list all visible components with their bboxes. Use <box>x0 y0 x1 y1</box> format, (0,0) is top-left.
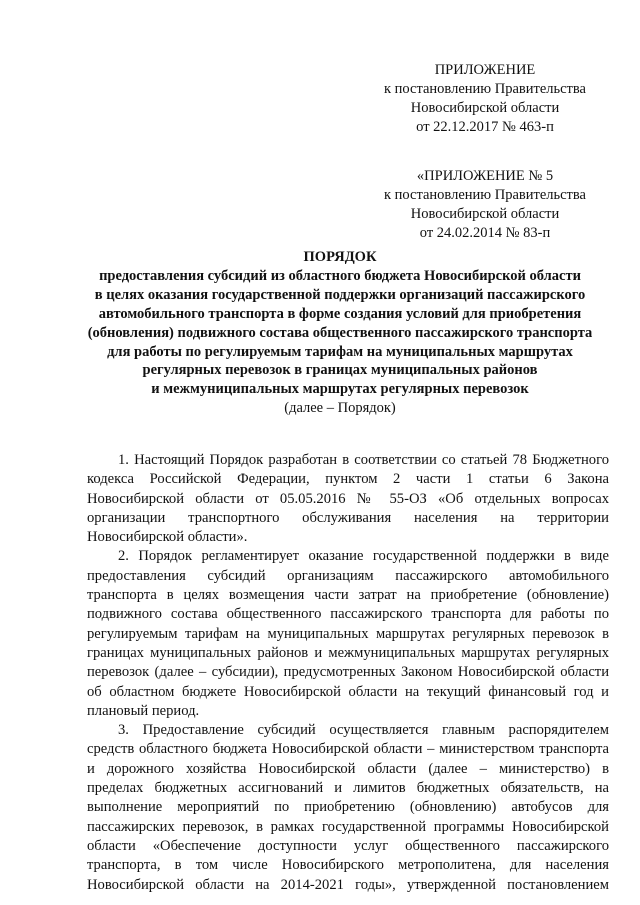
title-line: (обновления) подвижного состава общественного пассажирского транспорта <box>87 324 593 341</box>
appendix-date-number: от 22.12.2017 № 463-п <box>416 119 554 135</box>
paragraph-1 <box>87 451 609 547</box>
text-line: средств областного бюджета Новосибирской области – министерством транспорта <box>87 741 609 758</box>
appendix-header <box>375 61 595 137</box>
text-line: пассажирских перевозок, в рамках государственной программы Новосибирской <box>87 818 609 835</box>
text-line: организации транспортного обслуживания населения на территории <box>87 509 609 526</box>
text-line: 3. Предоставление субсидий осуществляется главным распорядителем <box>118 722 609 739</box>
text-line: Новосибирской области на 2014-2021 годы», утвержденной постановлением <box>87 876 609 893</box>
text-line: Новосибирской области». <box>87 529 248 546</box>
text-line: кодекса Российской Федерации, пунктом 2 части 1 статьи 6 Закона <box>87 471 609 488</box>
text-line: пределах бюджетных ассигнований и лимитов бюджетных обязательств, на <box>87 780 609 797</box>
title-line: регулярных перевозок в границах муниципальных районов <box>142 362 538 379</box>
appendix-resolution-ref: к постановлению Правительства <box>384 81 586 97</box>
text-line: плановый период. <box>87 702 200 719</box>
text-line: выполнение мероприятий по приобретению (обновлению) автобусов для <box>87 799 609 816</box>
title-line: и межмуниципальных маршрутах регулярных перевозок <box>151 381 529 398</box>
text-line: Новосибирской области от 05.05.2016 № 55-ОЗ «Об отдельных вопросах <box>87 490 609 507</box>
text-line: подвижного состава общественного пассажирского транспорта для работы по <box>87 606 609 623</box>
title-line: автомобильного транспорта в форме создания условий для приобретения <box>98 305 582 322</box>
document-body <box>87 451 609 895</box>
appendix-5-date-number: от 24.02.2014 № 83-п <box>419 225 551 241</box>
appendix-5-resolution-ref: к постановлению Правительства <box>384 187 586 203</box>
appendix-5-title: «ПРИЛОЖЕНИЕ № 5 <box>416 168 554 184</box>
text-line: границах муниципальных районов и межмуниципальных маршрутах регулярных <box>87 644 609 661</box>
appendix-title: ПРИЛОЖЕНИЕ <box>434 62 536 78</box>
text-line: об областном бюджете Новосибирской области на текущий финансовый год и <box>87 683 609 700</box>
paragraph-3 <box>87 721 609 895</box>
text-line: транспорта в целях возмещения части затрат на приобретение (обновление) <box>87 587 609 604</box>
appendix-region: Новосибирской области <box>410 100 560 116</box>
appendix-5-region: Новосибирской области <box>410 206 560 222</box>
title-line: в целях оказания государственной поддержки организаций пассажирского <box>94 286 586 303</box>
text-line: 1. Настоящий Порядок разработан в соответствии со статьей 78 Бюджетного <box>118 452 609 468</box>
appendix-5-header <box>375 167 595 243</box>
text-line: 2. Порядок регламентирует оказание государственной поддержки в виде <box>118 548 609 565</box>
title-short-name: (далее – Порядок) <box>284 400 396 417</box>
title-line: для работы по регулируемым тарифам на муниципальных маршрутах <box>107 343 573 360</box>
text-line: перевозок (далее – субсидии), предусмотренных Законом Новосибирской области <box>87 664 609 681</box>
text-line: транспорта, в том числе Новосибирского метрополитена, для населения <box>87 857 609 874</box>
title-line: предоставления субсидий из областного бюджета Новосибирской области <box>99 267 581 284</box>
text-line: и дорожного хозяйства Новосибирской области (далее – министерство) в <box>87 760 609 777</box>
document-title <box>70 248 610 418</box>
text-line: регулируемым тарифам на муниципальных маршрутах регулярных перевозок в <box>87 625 609 642</box>
title-heading: ПОРЯДОК <box>303 249 377 265</box>
text-line: предоставления субсидий организациям пассажирского автомобильного <box>87 567 609 584</box>
paragraph-2 <box>87 547 609 721</box>
text-line: области «Обеспечение доступности услуг общественного пассажирского <box>87 837 609 854</box>
